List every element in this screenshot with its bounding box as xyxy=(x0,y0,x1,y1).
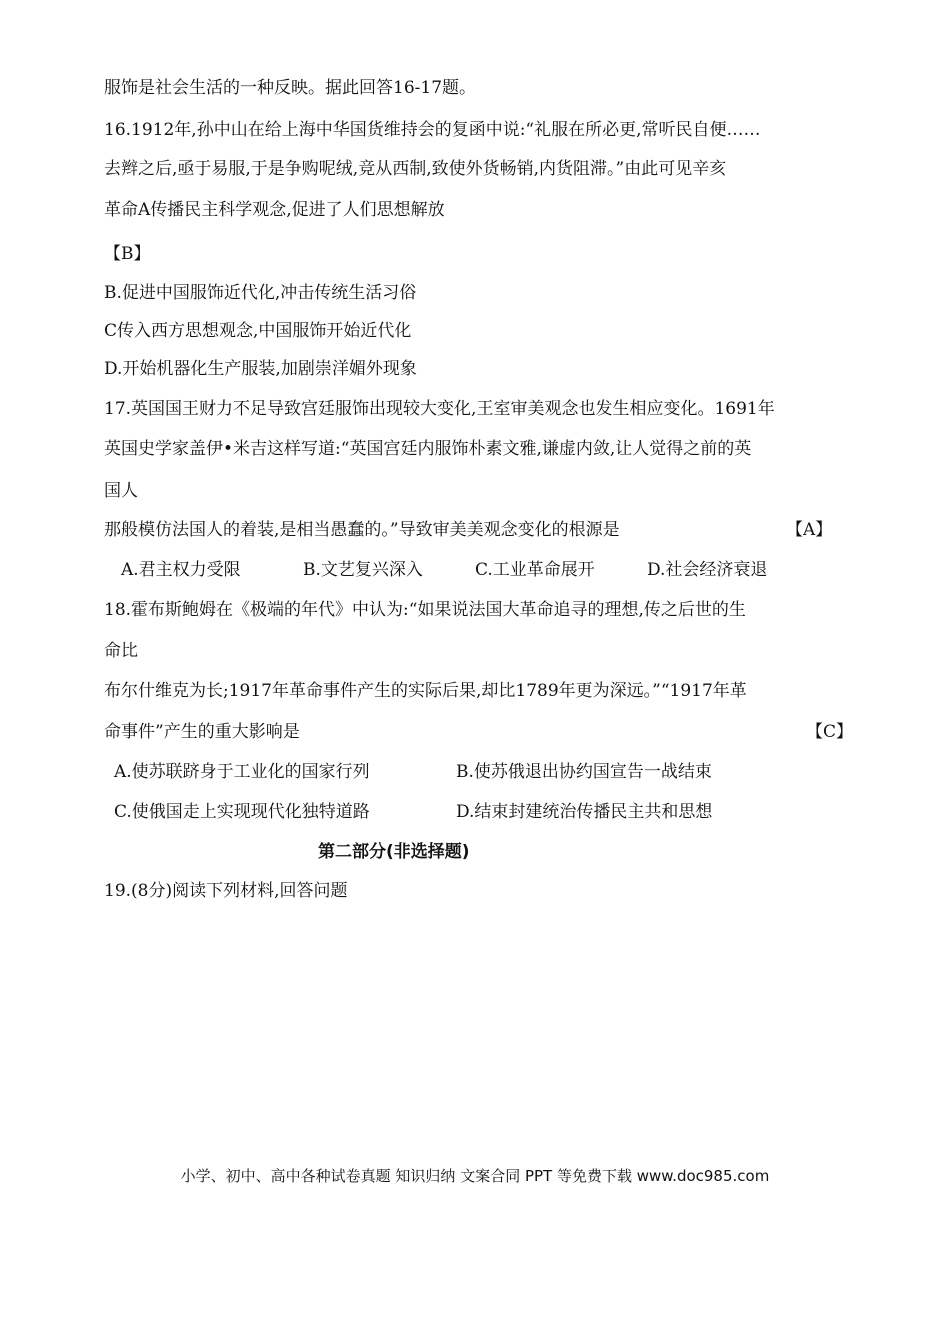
q17-option-c: C.工业革命展开 xyxy=(475,560,595,580)
q17-answer: 【A】 xyxy=(786,520,833,540)
q16-line-2: 去辫之后,亟于易服,于是争购呢绒,竞从西制,致使外货畅销,内货阻滞。”由此可见辛亥 xyxy=(104,159,727,179)
q18-line-2: 命比 xyxy=(104,641,138,661)
q17-line-4: 那般模仿法国人的着装,是相当愚蠢的。”导致审美美观念变化的根源是 xyxy=(104,520,620,540)
footer-text: 小学、初中、高中各种试卷真题 知识归纳 文案合同 PPT 等免费下载 www.doc985.com xyxy=(180,1167,770,1185)
q16-option-d: D.开始机器化生产服装,加剧崇洋媚外现象 xyxy=(104,359,417,379)
q18-option-c: C.使俄国走上实现现代化独特道路 xyxy=(114,802,370,822)
q17-line-1: 17.英国国王财力不足导致宫廷服饰出现较大变化,王室审美观念也发生相应变化。1691年 xyxy=(104,399,775,419)
q18-line-3: 布尔什维克为长;1917年革命事件产生的实际后果,却比1789年更为深远。”“1917年革 xyxy=(104,681,747,701)
q18-answer: 【C】 xyxy=(806,722,854,742)
q16-line-1: 16.1912年,孙中山在给上海中华国货维持会的复函中说:“礼服在所必更,常听民自便…… xyxy=(104,120,761,140)
q17-option-d: D.社会经济衰退 xyxy=(647,560,768,580)
q17-option-a: A.君主权力受限 xyxy=(121,560,241,580)
intro-text: 服饰是社会生活的一种反映。据此回答16-17题。 xyxy=(104,78,477,98)
q18-line-1: 18.霍布斯鲍姆在《极端的年代》中认为:“如果说法国大革命追寻的理想,传之后世的生 xyxy=(104,600,746,620)
q18-option-a: A.使苏联跻身于工业化的国家行列 xyxy=(114,762,370,782)
q19-text: 19.(8分)阅读下列材料,回答问题 xyxy=(104,881,348,901)
section-title: 第二部分(非选择题) xyxy=(318,842,470,862)
q17-line-3: 国人 xyxy=(104,481,138,501)
q16-line-3: 革命A传播民主科学观念,促进了人们思想解放 xyxy=(104,200,445,220)
q16-answer: 【B】 xyxy=(104,244,151,264)
q16-option-b: B.促进中国服饰近代化,冲击传统生活习俗 xyxy=(104,283,417,303)
q17-option-b: B.文艺复兴深入 xyxy=(303,560,423,580)
q18-option-d: D.结束封建统治传播民主共和思想 xyxy=(456,802,713,822)
q17-line-2: 英国史学家盖伊•米吉这样写道:“英国宫廷内服饰朴素文雅,谦虚内敛,让人觉得之前的英 xyxy=(104,439,752,459)
q18-option-b: B.使苏俄退出协约国宣告一战结束 xyxy=(456,762,712,782)
q18-line-4: 命事件”产生的重大影响是 xyxy=(104,722,300,742)
q16-option-c: C传入西方思想观念,中国服饰开始近代化 xyxy=(104,321,412,341)
